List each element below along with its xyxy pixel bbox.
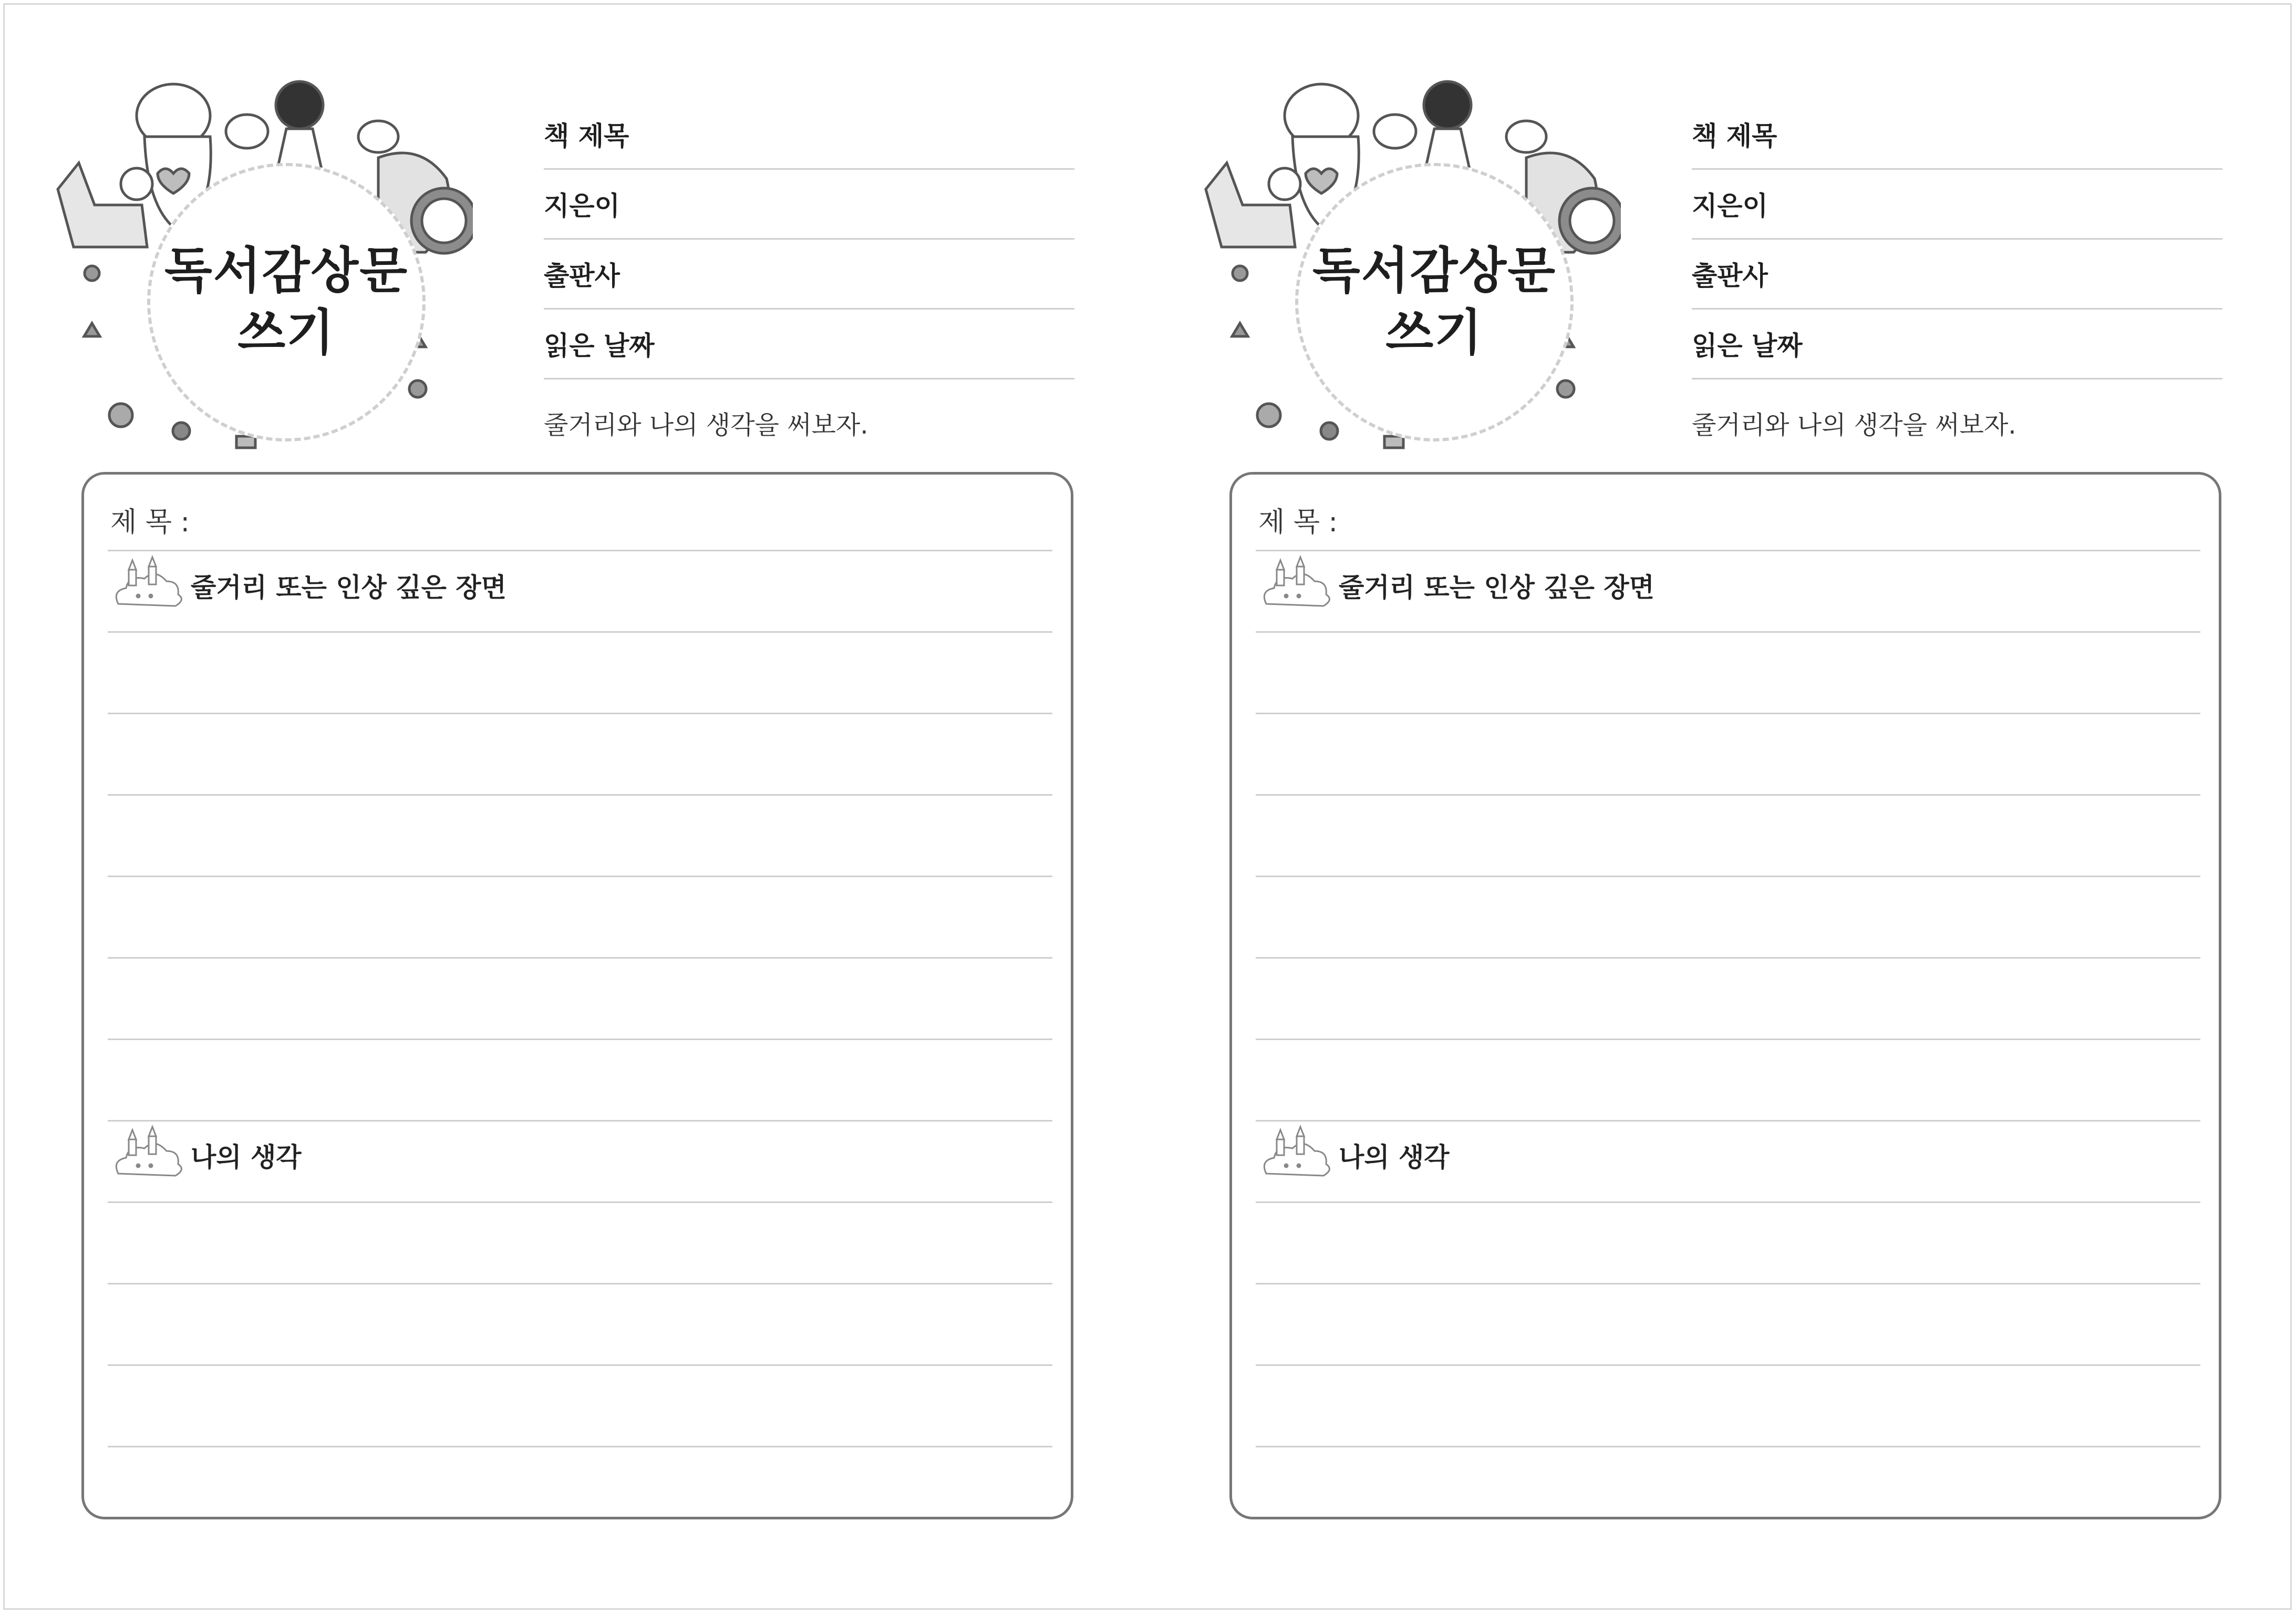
field-publisher[interactable]: [1692, 240, 2222, 310]
section-thoughts: [1256, 1121, 1450, 1189]
ruled-line[interactable]: [1256, 794, 2200, 796]
castle-cloud-icon: [1256, 554, 1335, 617]
title-line-1: 독서감상문: [1312, 242, 1557, 300]
subject-label: 제 목 :: [110, 507, 190, 538]
field-label: 책 제목: [544, 121, 629, 151]
ruled-line[interactable]: [1256, 1283, 2200, 1284]
ruled-line[interactable]: [1256, 1201, 2200, 1203]
field-book-title[interactable]: [544, 100, 1074, 170]
title-line-2: 쓰기: [1385, 304, 1483, 362]
ruled-line[interactable]: [108, 631, 1052, 633]
section-label-plot: 줄거리 또는 인상 깊은 장면: [1339, 572, 1654, 603]
instruction-text: 줄거리와 나의 생각을 써보자.: [1692, 410, 2016, 440]
instruction-text: 줄거리와 나의 생각을 써보자.: [544, 410, 868, 440]
section-plot: [1256, 551, 1654, 620]
ruled-line[interactable]: [108, 1446, 1052, 1447]
field-author[interactable]: [544, 170, 1074, 240]
section-label-thoughts: 나의 생각: [1339, 1142, 1450, 1173]
section-label-thoughts: 나의 생각: [191, 1142, 302, 1173]
field-read-date[interactable]: [1692, 310, 2222, 379]
book-info-fields: [1692, 100, 2222, 379]
ruled-line[interactable]: [108, 876, 1052, 877]
field-publisher[interactable]: [544, 240, 1074, 310]
title-badge: [1295, 163, 1574, 441]
ruled-line[interactable]: [1256, 1039, 2200, 1040]
ruled-line[interactable]: [108, 1364, 1052, 1366]
field-label: 지은이: [1692, 191, 1768, 221]
castle-cloud-icon: [108, 554, 187, 617]
ruled-line[interactable]: [1256, 631, 2200, 633]
section-label-plot: 줄거리 또는 인상 깊은 장면: [191, 572, 506, 603]
ruled-line[interactable]: [1256, 1446, 2200, 1447]
animal-parade-illustration: [42, 53, 473, 462]
writing-box: [81, 472, 1073, 1519]
ruled-line[interactable]: [1256, 1364, 2200, 1366]
field-label: 읽은 날짜: [1692, 331, 1803, 361]
field-label: 읽은 날짜: [544, 331, 655, 361]
ruled-line[interactable]: [1256, 876, 2200, 877]
ruled-line[interactable]: [1256, 957, 2200, 959]
field-label: 출판사: [1692, 261, 1768, 291]
title-badge: [147, 163, 426, 441]
ruled-line[interactable]: [108, 713, 1052, 714]
ruled-line[interactable]: [1256, 713, 2200, 714]
ruled-line[interactable]: [108, 1283, 1052, 1284]
castle-cloud-icon: [108, 1124, 187, 1187]
animal-parade-illustration: [1190, 53, 1621, 462]
castle-cloud-icon: [1256, 1124, 1335, 1187]
section-thoughts: [108, 1121, 302, 1189]
book-info-fields: [544, 100, 1074, 379]
field-author[interactable]: [1692, 170, 2222, 240]
field-book-title[interactable]: [1692, 100, 2222, 170]
ruled-line[interactable]: [108, 1201, 1052, 1203]
worksheet-right: [1148, 0, 2296, 1614]
field-label: 책 제목: [1692, 121, 1777, 151]
ruled-line[interactable]: [108, 957, 1052, 959]
field-read-date[interactable]: [544, 310, 1074, 379]
title-line-2: 쓰기: [237, 304, 335, 362]
ruled-line[interactable]: [108, 1039, 1052, 1040]
field-label: 출판사: [544, 261, 620, 291]
writing-box: [1229, 472, 2221, 1519]
title-line-1: 독서감상문: [164, 242, 409, 300]
ruled-line[interactable]: [108, 794, 1052, 796]
subject-label: 제 목 :: [1258, 507, 1338, 538]
section-plot: [108, 551, 506, 620]
field-label: 지은이: [544, 191, 620, 221]
